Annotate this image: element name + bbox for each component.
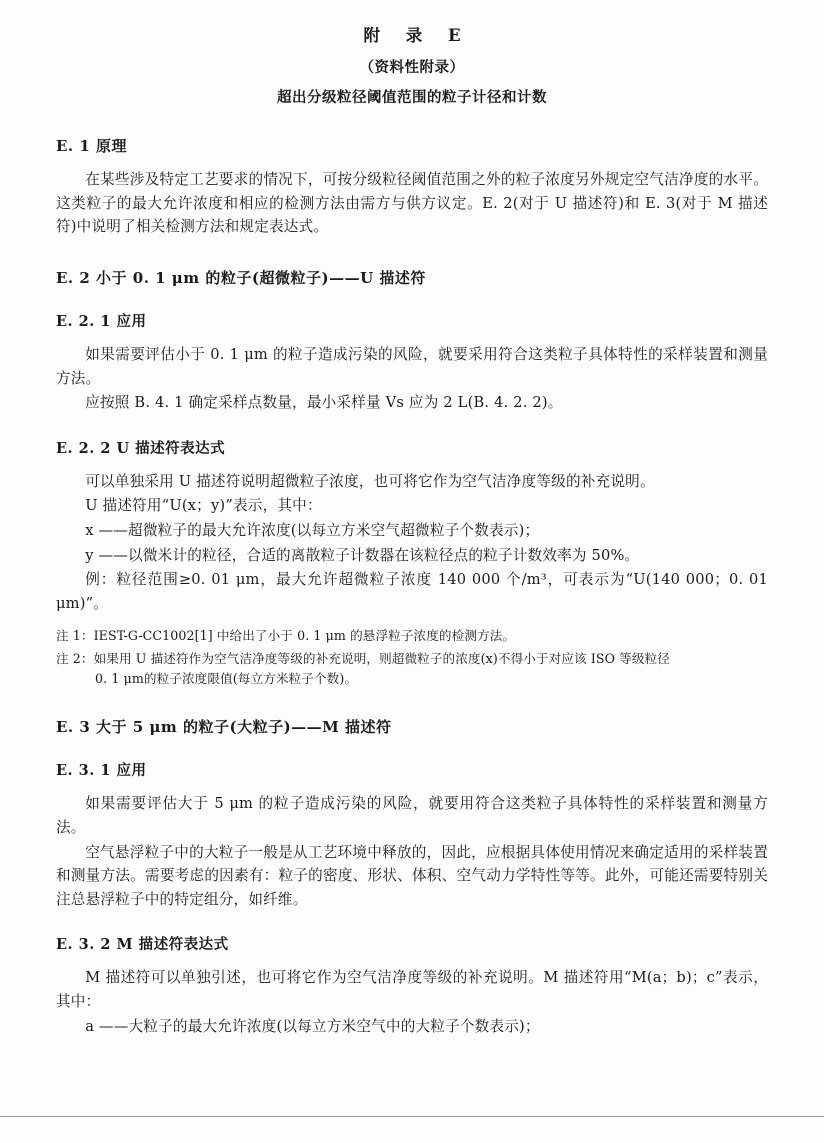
paragraph-e2-1-2: 应按照 B. 4. 1 确定采样点数量，最小采样量 Vs 应为 2 L(B. 4. 2. 2)。 <box>85 394 563 412</box>
heading-e2-1: E. 2. 1 应用 <box>56 312 147 330</box>
heading-e2: E. 2 小于 0. 1 μm 的粒子(超微粒子)——U 描述符 <box>56 268 426 287</box>
paragraph-e1-1: 在某些涉及特定工艺要求的情况下，可按分级粒径阈值范围之外的粒子浓度另外规定空气洁净度的水平。这类粒子的最大允许浓度和相应的检测方法由需方与供方议定。E. 2(对于 U 描述符)和 E. 3(对于 M 描述符)中说明了相关检测方法和规定表达式。 <box>56 171 768 236</box>
paragraph-e3-2-1: M 描述符可以单独引述，也可将它作为空气洁净度等级的补充说明。M 描述符用“M(a；b)；c”表示，其中： <box>56 969 768 1011</box>
paragraph-e2-2-5: 例：粒径范围≥0. 01 μm，最大允许超微粒子浓度 140 000 个/m³，可表示为“U(140 000；0. 01 μm)”。 <box>56 571 768 613</box>
paragraph-e3-1-1: 如果需要评估大于 5 μm 的粒子造成污染的风险，就要用符合这类粒子具体特性的采样装置和测量方法。 <box>56 795 768 836</box>
paragraph-e2-2-2: U 描述符用“U(x；y)”表示，其中： <box>85 497 322 515</box>
heading-e3-2: E. 3. 2 M 描述符表达式 <box>56 936 229 954</box>
note-2: 注 2：如果用 U 描述符作为空气洁净度等级的补充说明，则超微粒子的浓度(x)不得小于对应该 ISO 等级粒径 <box>56 651 670 667</box>
note-2-continued: 0. 1 μm的粒子浓度限值(每立方米粒子个数)。 <box>95 670 358 686</box>
spacer <box>56 616 768 622</box>
heading-e1: E. 1 原理 <box>56 137 128 155</box>
note-1: 注 1：IEST-G-CC1002[1] 中给出了小于 0. 1 μm 的悬浮粒子浓度的检测方法。 <box>56 627 516 643</box>
paragraph-e2-2-4: y ——以微米计的粒径，合适的离散粒子计数器在该粒径点的粒子计数效率为 50%。 <box>85 546 640 564</box>
annex-type: （资料性附录） <box>359 59 465 76</box>
footer-rule <box>0 1116 824 1117</box>
paragraph-e3-1-2: 空气悬浮粒子中的大粒子一般是从工艺环境中释放的，因此，应根据具体使用情况来确定适用的采样装置和测量方法。需要考虑的因素有：粒子的密度、形状、体积、空气动力学特性等等。此外，可能还需要特别关注总悬浮粒子中的特定组分，如纤维。 <box>56 843 768 908</box>
paragraph-e2-2-1: 可以单独采用 U 描述符说明超微粒子浓度，也可将它作为空气洁净度等级的补充说明。 <box>85 472 655 490</box>
heading-e3: E. 3 大于 5 μm 的粒子(大粒子)——M 描述符 <box>56 718 392 737</box>
heading-e2-2: E. 2. 2 U 描述符表达式 <box>56 439 226 457</box>
paragraph-e2-1-1: 如果需要评估小于 0. 1 μm 的粒子造成污染的风险，就要采用符合这类粒子具体特性的采样装置和测量方法。 <box>56 345 768 387</box>
annex-title: 超出分级粒径阈值范围的粒子计径和计数 <box>277 89 547 106</box>
heading-e3-1: E. 3. 1 应用 <box>56 762 147 780</box>
paragraph-e2-2-3: x ——超微粒子的最大允许浓度(以每立方米空气超微粒子个数表示)； <box>85 522 540 540</box>
paragraph-e3-2-2: a ——大粒子的最大允许浓度(以每立方米空气中的大粒子个数表示)； <box>85 1017 540 1035</box>
annex-label: 附 录 E <box>363 26 471 45</box>
